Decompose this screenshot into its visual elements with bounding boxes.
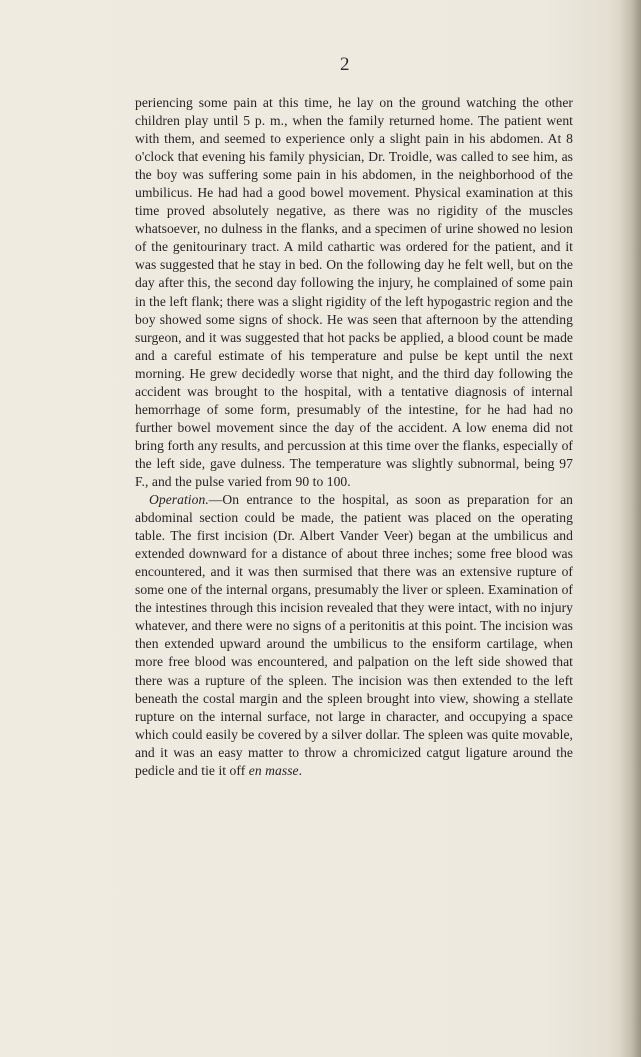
paragraph-text: periencing some pain at this time, he lay on the ground watching the other children play until 5 p. m., when the family returned home. The patient went with them, and seemed to experience only a slight pain in his abdomen. At 8 o'clock that evening his family physician, Dr. Troidle, was called to see him, as the boy was suffering some pain in his abdomen, in the neighborhood of the umbilicus. He had had a good bowel movement. Physical examination at this time proved absolutely negative, as there was no rigidity of the muscles whatsoever, no dulness in the flanks, and a specimen of urine showed no lesion of the genitourinary tract. A mild cathartic was ordered for the patient, and it was suggested that he stay in bed. On the following day he felt well, but on the day after this, the second day following the injury, he complained of some pain in the left flank; there was a slight rigidity of the left hypogastric region and the boy showed some signs of shock. He was seen that afternoon by the attending surgeon, and it was suggested that hot packs be applied, a blood count be made and a careful estimate of his temperature and pulse be kept until the next morning. He grew decidedly worse that night, and the third day following the accident was brought to the hospital, with a tentative diagnosis of internal hemorrhage of some form, presumably of the intestine, for he had had no further bowel movement since the day of the accident. A low enema did not bring forth any results, and percussion at this time over the flanks, especially of the left side, gave dulness. The temperature was slightly subnormal, being 97 F., and the pulse varied from 90 to 100.	[135, 95, 573, 489]
section-heading-operation: Operation.	[149, 492, 209, 508]
closing-punctuation: .	[298, 762, 303, 778]
page-number: 2	[340, 54, 350, 75]
body-text	[135, 94, 573, 780]
italic-phrase: en masse	[248, 762, 299, 778]
paragraph-history	[135, 94, 573, 491]
paragraph-text: —On entrance to the hospital, as soon as preparation for an abdominal section could be made, the patient was placed on the operating table. The first incision (Dr. Albert Vander Veer) began at the umbilicus and extended downward for a distance of about three inches; some free blood was encountered, and it was then surmised that there was an extensive rupture of some one of the internal organs, presumably the liver or spleen. Examination of the intestines through this incision revealed that they were intact, with no injury whatever, and there were no signs of a peritonitis at this point. The incision was then extended upward around the umbilicus to the ensiform cartilage, when more free blood was encountered, and palpation on the left side showed that there was a rupture of the spleen. The incision was then extended to the left beneath the costal margin and the spleen brought into view, showing a stellate rupture on the internal surface, not large in character, and occupying a space which could easily be covered by a silver dollar. The spleen was quite movable, and it was an easy matter to throw a chromicized catgut ligature around the pedicle and tie it off	[135, 492, 573, 778]
page-edge-shadow	[619, 0, 641, 1057]
paragraph-operation	[135, 491, 573, 780]
